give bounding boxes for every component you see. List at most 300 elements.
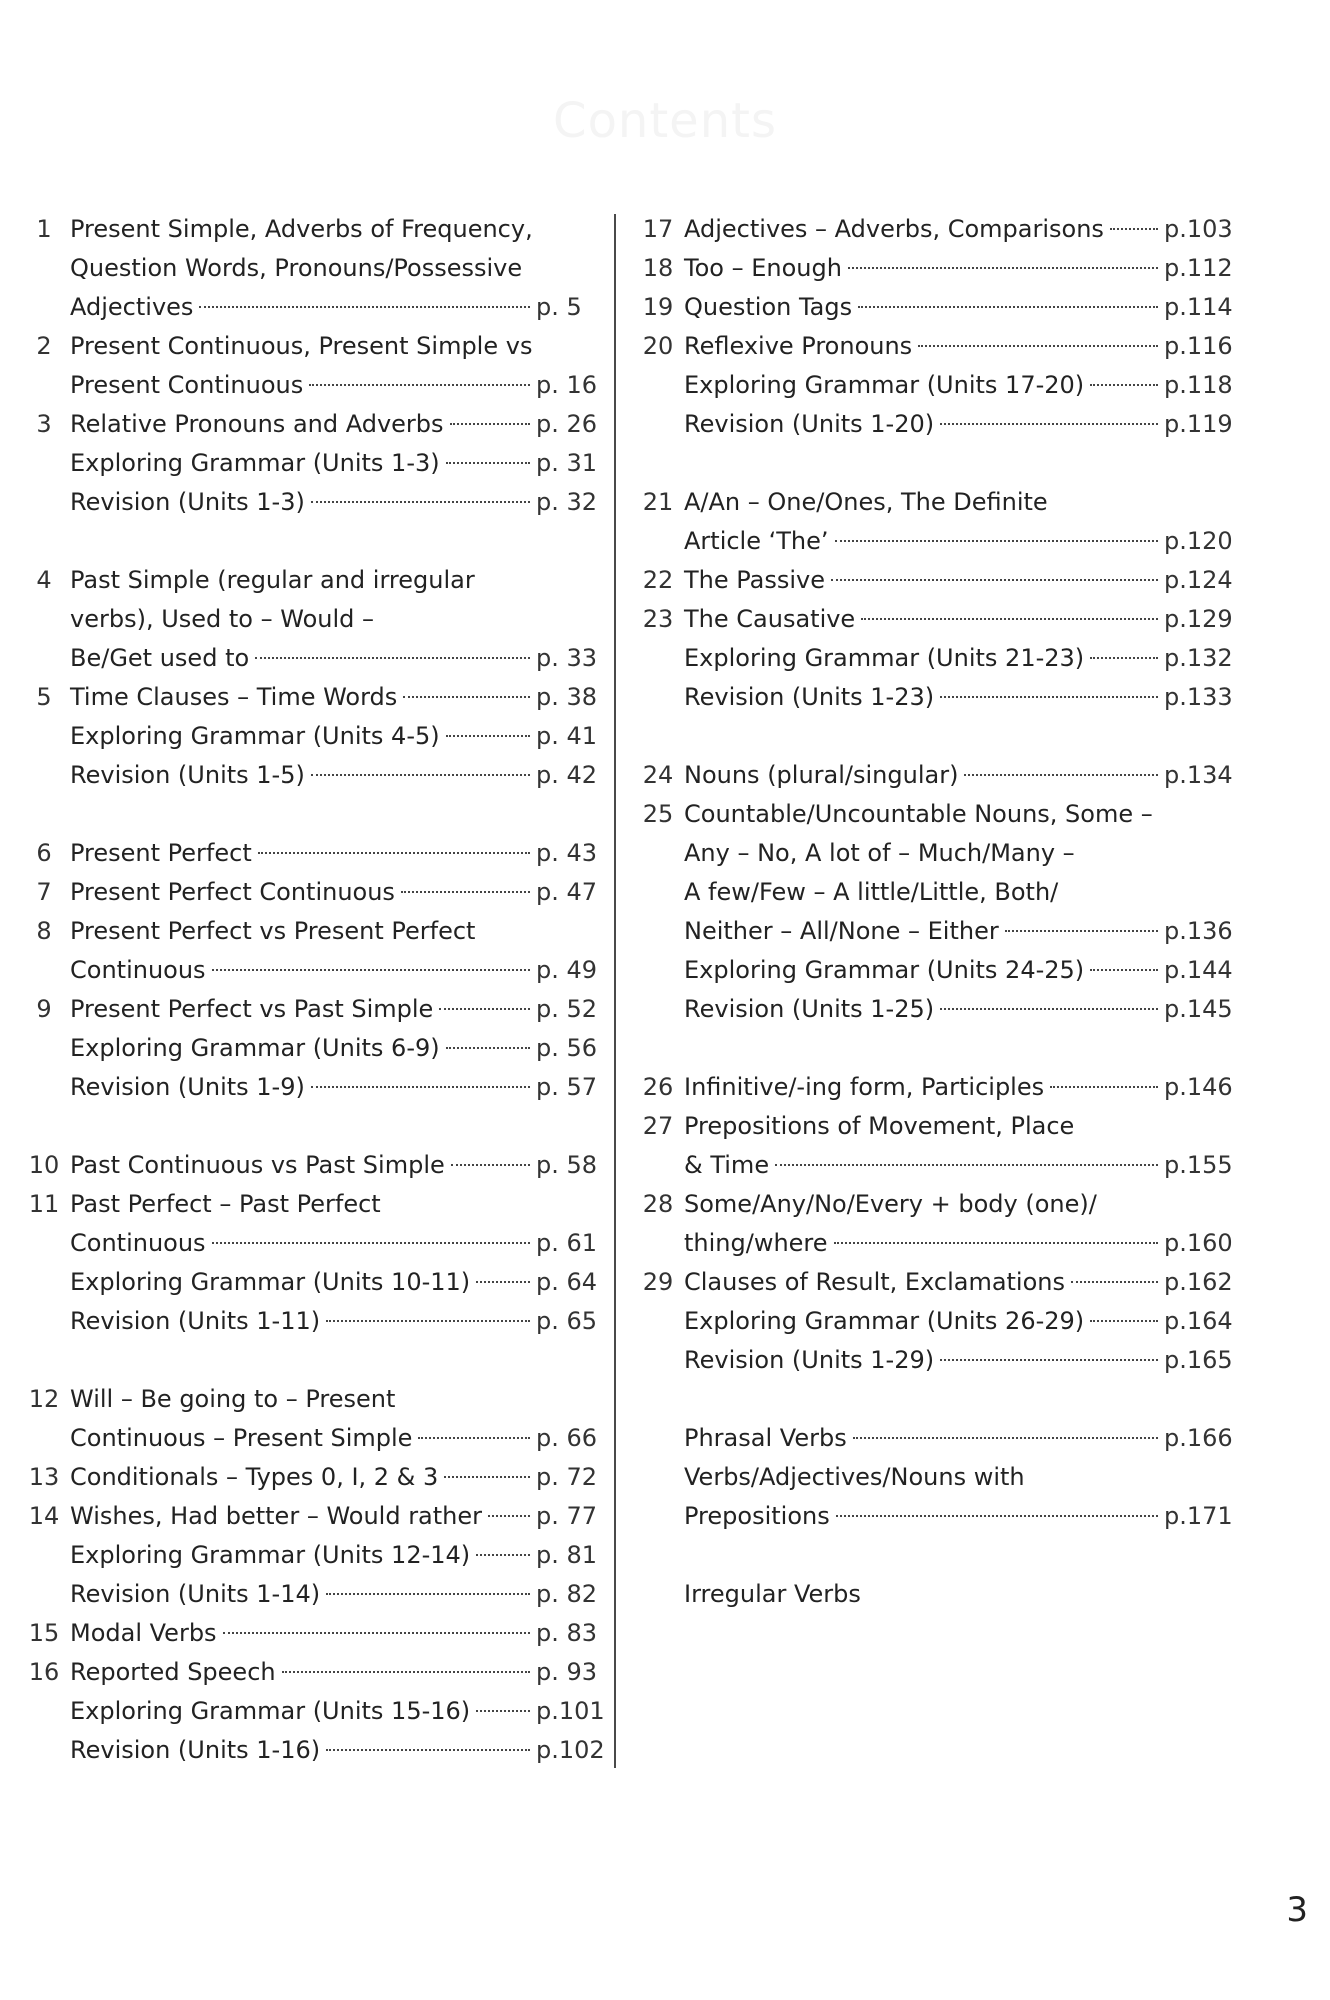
unit-number: 3	[36, 410, 52, 438]
page-ref: p.132	[1164, 644, 1233, 672]
entry-title: Exploring Grammar (Units 17-20)	[684, 371, 1085, 399]
dot-leader	[401, 891, 530, 893]
dot-leader	[940, 1008, 1158, 1010]
section-gap	[632, 1536, 1232, 1575]
section-gap	[18, 1107, 598, 1146]
entry-line	[18, 1575, 598, 1614]
entry-title: Past Perfect – Past Perfect	[70, 1190, 381, 1218]
entry-line	[18, 444, 598, 483]
entry-title: Any – No, A lot of – Much/Many –	[684, 839, 1075, 867]
unit-number: 11	[28, 1190, 60, 1218]
contents-entry	[18, 1575, 598, 1614]
entry-title: A/An – One/Ones, The Definite	[684, 488, 1048, 516]
page-ref: p.119	[1164, 410, 1233, 438]
page-ref: p.133	[1164, 683, 1233, 711]
contents-entry	[18, 717, 598, 756]
contents-entry	[18, 1614, 598, 1653]
contents-entry	[18, 756, 598, 795]
dot-leader	[848, 267, 1158, 269]
entry-title: Continuous	[70, 1229, 206, 1257]
page-ref: p. 38	[536, 683, 598, 711]
entry-title: verbs), Used to – Would –	[70, 605, 374, 633]
entry-title: Adjectives – Adverbs, Comparisons	[684, 215, 1104, 243]
dot-leader	[258, 852, 530, 854]
page-ref: p. 66	[536, 1424, 598, 1452]
entry-line	[18, 561, 598, 600]
entry-title: Infinitive/-ing form, Participles	[684, 1073, 1045, 1101]
dot-leader	[446, 1047, 530, 1049]
page-ref: p.120	[1164, 527, 1233, 555]
page-ref: p.165	[1164, 1346, 1233, 1374]
entry-line	[18, 717, 598, 756]
contents-entry	[632, 1185, 1232, 1263]
entry-title: Exploring Grammar (Units 1-3)	[70, 449, 440, 477]
entry-title: Exploring Grammar (Units 10-11)	[70, 1268, 471, 1296]
entry-title: Revision (Units 1-25)	[684, 995, 935, 1023]
dot-leader	[282, 1671, 530, 1673]
contents-entry	[18, 1497, 598, 1536]
contents-entry	[632, 249, 1232, 288]
dot-leader	[212, 1242, 530, 1244]
entry-title: Countable/Uncountable Nouns, Some –	[684, 800, 1153, 828]
entry-title: Exploring Grammar (Units 26-29)	[684, 1307, 1085, 1335]
entry-line	[632, 366, 1232, 405]
entry-line	[632, 912, 1232, 951]
contents-left-column	[18, 210, 605, 1770]
contents-entry	[632, 1575, 1232, 1614]
entry-title: Past Continuous vs Past Simple	[70, 1151, 445, 1179]
entry-title: Revision (Units 1-3)	[70, 488, 305, 516]
contents-entry	[18, 1029, 598, 1068]
contents-entry	[18, 1068, 598, 1107]
entry-title: Conditionals – Types 0, I, 2 & 3	[70, 1463, 439, 1491]
contents-entry	[632, 483, 1232, 561]
entry-title: Revision (Units 1-16)	[70, 1736, 321, 1764]
contents-entry	[632, 405, 1232, 444]
entry-line	[632, 639, 1232, 678]
entry-line	[18, 1263, 598, 1302]
entry-title: Revision (Units 1-9)	[70, 1073, 305, 1101]
dot-leader	[311, 1086, 530, 1088]
contents-entry	[632, 1068, 1232, 1107]
contents-entry	[18, 1263, 598, 1302]
entry-title: Be/Get used to	[70, 644, 250, 672]
entry-title: Revision (Units 1-23)	[684, 683, 935, 711]
entry-title: Present Continuous	[70, 371, 304, 399]
dot-leader	[451, 1164, 530, 1166]
entry-title: Question Words, Pronouns/Possessive	[70, 254, 523, 282]
entry-line	[632, 834, 1232, 873]
entry-title: Relative Pronouns and Adverbs	[70, 410, 444, 438]
entry-line	[632, 1419, 1232, 1458]
dot-leader	[834, 1242, 1158, 1244]
entry-line	[18, 249, 598, 288]
page-ref: p. 82	[536, 1580, 598, 1608]
contents-entry	[18, 1458, 598, 1497]
unit-number: 29	[642, 1268, 674, 1296]
unit-number: 8	[36, 917, 52, 945]
entry-title: Question Tags	[684, 293, 853, 321]
dot-leader	[1071, 1281, 1158, 1283]
entry-line	[632, 795, 1232, 834]
entry-line	[18, 1614, 598, 1653]
dot-leader	[309, 384, 530, 386]
entry-title: Prepositions	[684, 1502, 830, 1530]
entry-title: Phrasal Verbs	[684, 1424, 847, 1452]
entry-line	[632, 1068, 1232, 1107]
dot-leader	[1005, 930, 1158, 932]
entry-line	[18, 678, 598, 717]
page-ref: p.103	[1164, 215, 1233, 243]
contents-entry	[18, 1536, 598, 1575]
entry-title: A few/Few – A little/Little, Both/	[684, 878, 1059, 906]
section-gap	[632, 1029, 1232, 1068]
entry-line	[18, 327, 598, 366]
contents-entry	[632, 1458, 1232, 1536]
entry-title: Time Clauses – Time Words	[70, 683, 398, 711]
entry-title: Wishes, Had better – Would rather	[70, 1502, 483, 1530]
entry-title: & Time	[684, 1151, 770, 1179]
entry-title: Clauses of Result, Exclamations	[684, 1268, 1065, 1296]
dot-leader	[199, 306, 530, 308]
entry-line	[18, 1692, 605, 1731]
dot-leader	[446, 735, 530, 737]
contents-entry	[632, 327, 1232, 366]
entry-line	[18, 483, 598, 522]
contents-entry	[632, 1341, 1232, 1380]
entry-title: Exploring Grammar (Units 21-23)	[684, 644, 1085, 672]
entry-line	[18, 1146, 598, 1185]
contents-entry	[632, 678, 1232, 717]
dot-leader	[446, 462, 530, 464]
contents-entry	[18, 834, 598, 873]
page-ref: p. 57	[536, 1073, 598, 1101]
entry-title: thing/where	[684, 1229, 828, 1257]
dot-leader	[1090, 384, 1158, 386]
page-ref: p. 41	[536, 722, 598, 750]
entry-line	[18, 1380, 598, 1419]
entry-line	[18, 1185, 598, 1224]
entry-title: Prepositions of Movement, Place	[684, 1112, 1075, 1140]
contents-entry	[632, 990, 1232, 1029]
entry-line	[18, 951, 598, 990]
dot-leader	[326, 1749, 530, 1751]
dot-leader	[326, 1593, 530, 1595]
entry-line	[18, 912, 598, 951]
dot-leader	[1050, 1086, 1158, 1088]
page-ref: p.145	[1164, 995, 1233, 1023]
entry-line	[18, 639, 598, 678]
entry-line	[632, 678, 1232, 717]
dot-leader	[858, 306, 1158, 308]
contents-entry	[632, 795, 1232, 951]
dot-leader	[775, 1164, 1158, 1166]
entry-title: The Passive	[684, 566, 826, 594]
unit-number: 28	[642, 1190, 674, 1218]
page-ref: p. 72	[536, 1463, 598, 1491]
contents-entry	[18, 1692, 605, 1731]
unit-number: 21	[642, 488, 674, 516]
entry-title: Continuous – Present Simple	[70, 1424, 413, 1452]
dot-leader	[450, 423, 530, 425]
page-ref: p.162	[1164, 1268, 1233, 1296]
page-ref: p. 5	[536, 293, 582, 321]
entry-title: Continuous	[70, 956, 206, 984]
entry-title: Too – Enough	[684, 254, 842, 282]
unit-number: 5	[36, 683, 52, 711]
contents-entry	[632, 951, 1232, 990]
contents-entry	[18, 912, 598, 990]
section-gap	[18, 522, 598, 561]
page-ref: p. 33	[536, 644, 598, 672]
contents-entry	[632, 1263, 1232, 1302]
entry-line	[632, 1575, 1232, 1614]
entry-title: Present Perfect Continuous	[70, 878, 395, 906]
unit-number: 4	[36, 566, 52, 594]
entry-line	[632, 990, 1232, 1029]
entry-title: Exploring Grammar (Units 6-9)	[70, 1034, 440, 1062]
entry-line	[632, 405, 1232, 444]
dot-leader	[1110, 228, 1158, 230]
dot-leader	[488, 1515, 530, 1517]
entry-line	[18, 600, 598, 639]
entry-title: Revision (Units 1-14)	[70, 1580, 321, 1608]
unit-number: 13	[28, 1463, 60, 1491]
entry-title: Irregular Verbs	[684, 1580, 861, 1608]
page-ref: p. 47	[536, 878, 598, 906]
contents-entry	[632, 1107, 1232, 1185]
entry-title: Past Simple (regular and irregular	[70, 566, 475, 594]
dot-leader	[1090, 657, 1158, 659]
contents-entry	[18, 1731, 605, 1770]
dot-leader	[918, 345, 1158, 347]
page-ref: p.136	[1164, 917, 1233, 945]
dot-leader	[476, 1710, 530, 1712]
entry-line	[632, 249, 1232, 288]
dot-leader	[1090, 1320, 1158, 1322]
entry-title: Revision (Units 1-11)	[70, 1307, 321, 1335]
contents-entry	[18, 1302, 598, 1341]
contents-entry	[632, 366, 1232, 405]
contents-entry	[18, 444, 598, 483]
dot-leader	[476, 1281, 530, 1283]
entry-line	[18, 873, 598, 912]
entry-line	[632, 873, 1232, 912]
unit-number: 14	[28, 1502, 60, 1530]
page-ref: p.146	[1164, 1073, 1233, 1101]
entry-title: Revision (Units 1-29)	[684, 1346, 935, 1374]
contents-entry	[18, 1380, 598, 1458]
page-ref: p. 16	[536, 371, 598, 399]
page-ref: p.166	[1164, 1424, 1233, 1452]
page-ref: p. 61	[536, 1229, 598, 1257]
entry-line	[632, 1458, 1232, 1497]
unit-number: 24	[642, 761, 674, 789]
unit-number: 12	[28, 1385, 60, 1413]
entry-line	[632, 1224, 1232, 1263]
contents-entry	[632, 600, 1232, 639]
contents-entry	[632, 1302, 1232, 1341]
entry-line	[18, 405, 598, 444]
entry-line	[632, 1263, 1232, 1302]
page-ref: p.160	[1164, 1229, 1233, 1257]
page-ref: p. 43	[536, 839, 598, 867]
page-ref: p. 64	[536, 1268, 598, 1296]
entry-line	[632, 951, 1232, 990]
contents-entry	[18, 1146, 598, 1185]
dot-leader	[326, 1320, 530, 1322]
entry-title: Exploring Grammar (Units 24-25)	[684, 956, 1085, 984]
dot-leader	[311, 774, 530, 776]
contents-entry	[18, 561, 598, 678]
entry-title: Verbs/Adjectives/Nouns with	[684, 1463, 1025, 1491]
unit-number: 22	[642, 566, 674, 594]
unit-number: 17	[642, 215, 674, 243]
page-ref: p.129	[1164, 605, 1233, 633]
entry-title: Reflexive Pronouns	[684, 332, 913, 360]
entry-line	[18, 1419, 598, 1458]
section-gap	[632, 717, 1232, 756]
contents-entry	[18, 990, 598, 1029]
entry-title: Adjectives	[70, 293, 194, 321]
unit-number: 18	[642, 254, 674, 282]
unit-number: 1	[36, 215, 52, 243]
entry-line	[632, 1302, 1232, 1341]
page-ref: p. 83	[536, 1619, 598, 1647]
contents-entry	[632, 639, 1232, 678]
entry-line	[18, 834, 598, 873]
dot-leader	[831, 579, 1158, 581]
entry-title: Modal Verbs	[70, 1619, 217, 1647]
page-ref: p.116	[1164, 332, 1233, 360]
entry-line	[18, 990, 598, 1029]
entry-line	[632, 522, 1232, 561]
entry-line	[632, 756, 1232, 795]
unit-number: 7	[36, 878, 52, 906]
unit-number: 15	[28, 1619, 60, 1647]
entry-line	[18, 1068, 598, 1107]
contents-entry	[632, 210, 1232, 249]
entry-line	[632, 1497, 1232, 1536]
entry-line	[18, 756, 598, 795]
contents-entry	[18, 210, 598, 327]
page-ref: p. 26	[536, 410, 598, 438]
contents-entry	[18, 1185, 598, 1263]
dot-leader	[223, 1632, 530, 1634]
entry-line	[18, 1029, 598, 1068]
contents-entry	[632, 288, 1232, 327]
contents-entry	[632, 561, 1232, 600]
page-number: 3	[1286, 1890, 1308, 1930]
page-ref: p.171	[1164, 1502, 1233, 1530]
entry-line	[632, 1185, 1232, 1224]
entry-title: Present Simple, Adverbs of Frequency,	[70, 215, 533, 243]
page-ref: p. 49	[536, 956, 598, 984]
entry-title: Revision (Units 1-5)	[70, 761, 305, 789]
contents-right-column	[632, 210, 1232, 1614]
contents-entry	[18, 1653, 598, 1692]
page-ref: p. 77	[536, 1502, 598, 1530]
entry-line	[18, 1536, 598, 1575]
page-ref: p. 65	[536, 1307, 598, 1335]
unit-number: 25	[642, 800, 674, 828]
entry-line	[18, 1653, 598, 1692]
dot-leader	[444, 1476, 530, 1478]
entry-line	[18, 366, 598, 405]
page-ref: p. 93	[536, 1658, 598, 1686]
entry-line	[632, 561, 1232, 600]
section-gap	[632, 444, 1232, 483]
entry-line	[18, 1731, 605, 1770]
entry-title: Present Continuous, Present Simple vs	[70, 332, 533, 360]
unit-number: 19	[642, 293, 674, 321]
entry-title: Will – Be going to – Present	[70, 1385, 396, 1413]
entry-line	[18, 1497, 598, 1536]
unit-number: 9	[36, 995, 52, 1023]
page-ref: p.102	[536, 1736, 605, 1764]
unit-number: 16	[28, 1658, 60, 1686]
entry-title: Exploring Grammar (Units 4-5)	[70, 722, 440, 750]
dot-leader	[940, 1359, 1158, 1361]
page-ref: p. 81	[536, 1541, 598, 1569]
section-gap	[18, 1341, 598, 1380]
dot-leader	[861, 618, 1158, 620]
page-ref: p.144	[1164, 956, 1233, 984]
unit-number: 20	[642, 332, 674, 360]
page-ref: p.124	[1164, 566, 1233, 594]
entry-title: Revision (Units 1-20)	[684, 410, 935, 438]
page-ref: p. 58	[536, 1151, 598, 1179]
dot-leader	[212, 969, 530, 971]
page-title: Contents	[553, 93, 777, 149]
entry-line	[632, 1146, 1232, 1185]
page-ref: p.112	[1164, 254, 1233, 282]
unit-number: 23	[642, 605, 674, 633]
unit-number: 26	[642, 1073, 674, 1101]
entry-line	[18, 210, 598, 249]
entry-title: Exploring Grammar (Units 15-16)	[70, 1697, 471, 1725]
entry-title: Nouns (plural/singular)	[684, 761, 959, 789]
contents-entry	[18, 405, 598, 444]
unit-number: 2	[36, 332, 52, 360]
entry-line	[632, 210, 1232, 249]
contents-entry	[18, 873, 598, 912]
entry-line	[632, 1107, 1232, 1146]
page-ref: p.155	[1164, 1151, 1233, 1179]
unit-number: 10	[28, 1151, 60, 1179]
entry-line	[632, 288, 1232, 327]
page-ref: p. 42	[536, 761, 598, 789]
contents-entry	[632, 756, 1232, 795]
entry-line	[18, 1224, 598, 1263]
dot-leader	[853, 1437, 1158, 1439]
dot-leader	[311, 501, 530, 503]
page-ref: p. 52	[536, 995, 598, 1023]
page-ref: p.164	[1164, 1307, 1233, 1335]
contents-entry	[632, 1419, 1232, 1458]
entry-line	[632, 483, 1232, 522]
dot-leader	[836, 1515, 1158, 1517]
entry-title: The Causative	[684, 605, 856, 633]
dot-leader	[255, 657, 530, 659]
dot-leader	[1090, 969, 1158, 971]
page-ref: p.118	[1164, 371, 1233, 399]
page-ref: p. 32	[536, 488, 598, 516]
column-divider	[614, 214, 616, 1768]
page-ref: p.101	[536, 1697, 605, 1725]
entry-title: Present Perfect vs Present Perfect	[70, 917, 476, 945]
entry-title: Reported Speech	[70, 1658, 276, 1686]
